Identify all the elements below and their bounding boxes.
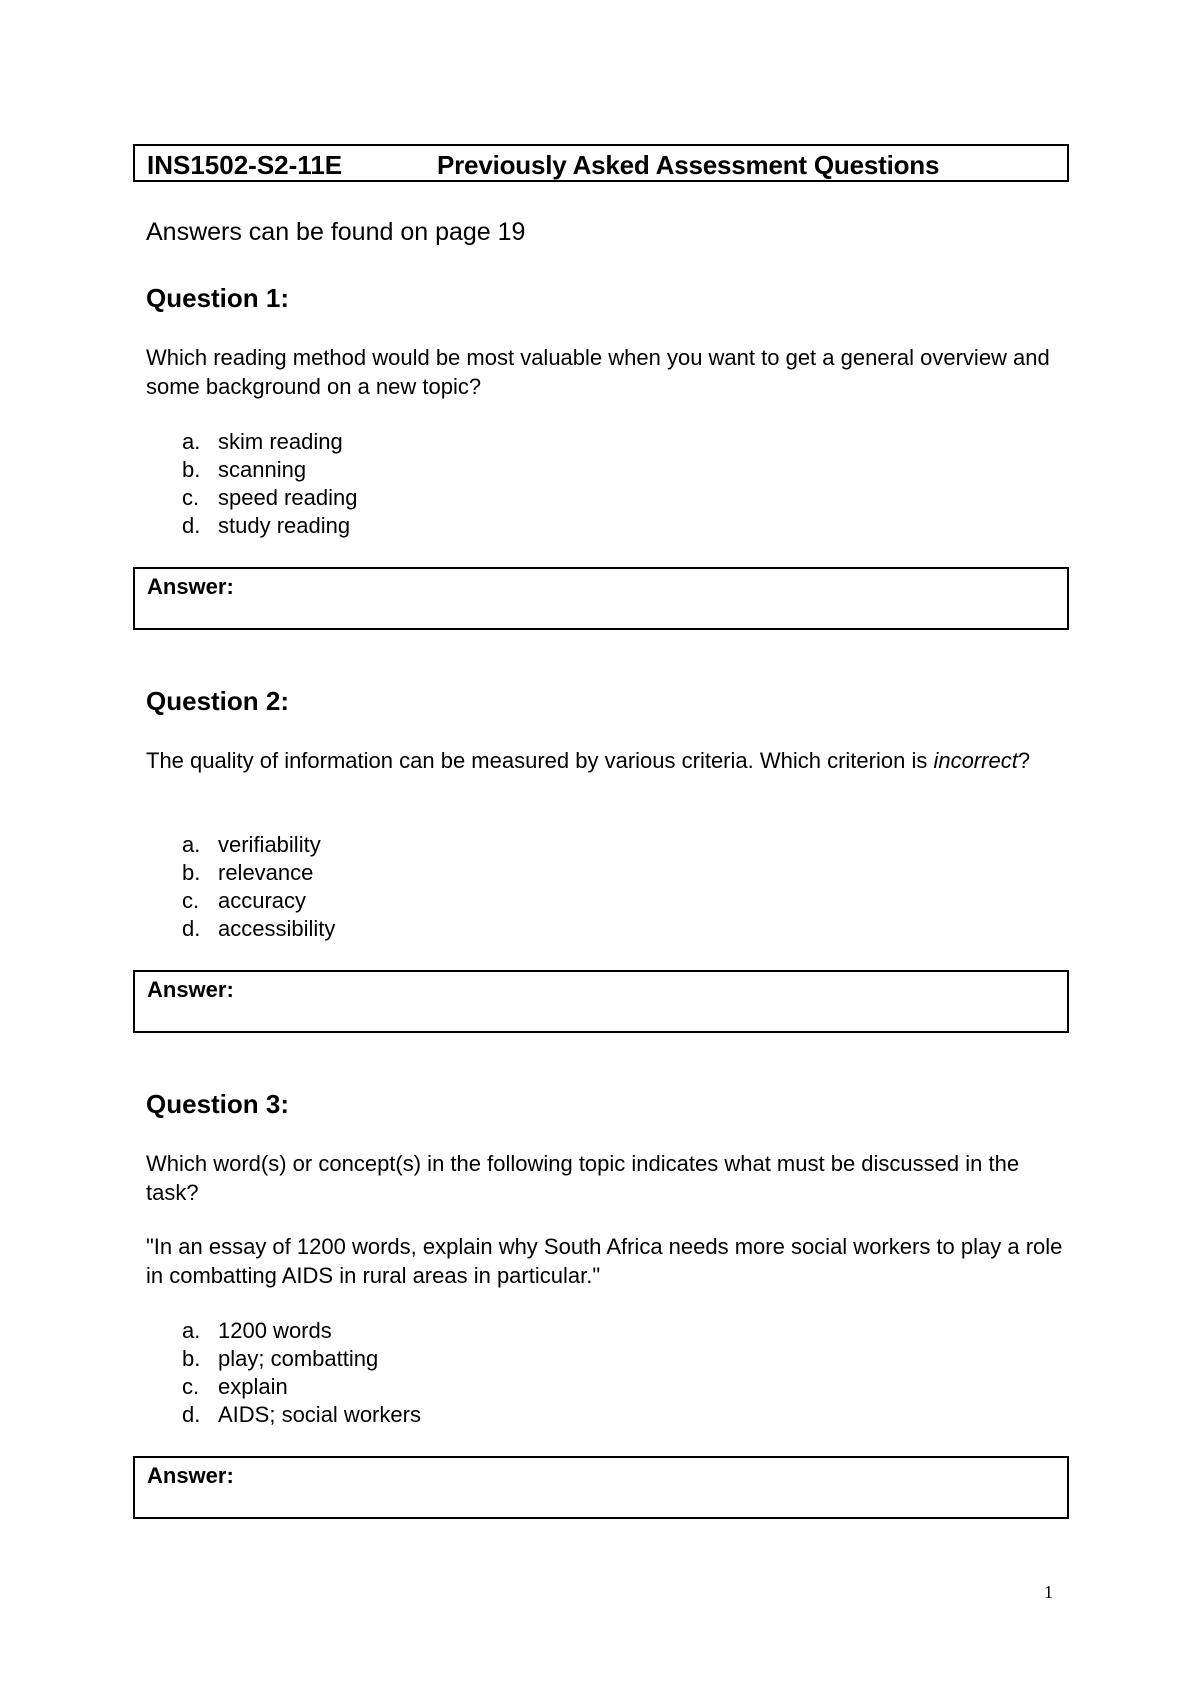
question-2-emphasis: incorrect xyxy=(933,748,1018,773)
option-b xyxy=(146,1345,421,1373)
option-c xyxy=(146,887,335,915)
option-a xyxy=(146,831,335,859)
option-letter: c. xyxy=(182,485,200,510)
option-letter: a. xyxy=(182,832,201,857)
question-2-heading: Question 2: xyxy=(146,686,290,716)
option-letter: d. xyxy=(182,916,201,941)
option-text: verifiability xyxy=(218,832,321,857)
option-text: speed reading xyxy=(218,485,358,510)
option-text: AIDS; social workers xyxy=(218,1402,421,1427)
option-d xyxy=(146,512,357,540)
option-text: 1200 words xyxy=(218,1318,332,1343)
option-letter: a. xyxy=(182,429,201,454)
question-1-answer-box[interactable] xyxy=(133,567,1069,630)
option-letter: d. xyxy=(182,1402,201,1427)
question-2-options xyxy=(146,831,335,943)
question-3-quote: "In an essay of 1200 words, explain why South Africa needs more social workers to play a role in combatting AIDS in rural areas in particular." xyxy=(146,1234,1063,1288)
question-2-text-end: ? xyxy=(1017,748,1031,773)
option-d xyxy=(146,1401,421,1429)
option-letter: b. xyxy=(182,860,201,885)
answers-note: Answers can be found on page 19 xyxy=(146,218,526,246)
option-letter: c. xyxy=(182,1374,200,1399)
answer-label: Answer: xyxy=(147,977,234,1002)
option-a xyxy=(146,1317,421,1345)
question-1-text: Which reading method would be most valuable when you want to get a general overview and some background on a new topic? xyxy=(146,345,1050,399)
option-text: skim reading xyxy=(218,429,343,454)
option-text: accessibility xyxy=(218,916,336,941)
question-1-heading: Question 1: xyxy=(146,283,290,313)
option-letter: b. xyxy=(182,1346,201,1371)
option-text: explain xyxy=(218,1374,288,1399)
question-3-text: Which word(s) or concept(s) in the following topic indicates what must be discussed in the task? xyxy=(146,1151,1020,1205)
question-3-heading: Question 3: xyxy=(146,1089,290,1119)
question-2-text xyxy=(146,746,1076,775)
option-c xyxy=(146,1373,421,1401)
option-b xyxy=(146,456,357,484)
page-number: 1 xyxy=(1044,1582,1053,1602)
option-text: relevance xyxy=(218,860,314,885)
question-2-text-start: The quality of information can be measured by various criteria. Which criterion is xyxy=(146,748,934,773)
document-header xyxy=(133,144,1069,182)
option-c xyxy=(146,484,357,512)
option-letter: d. xyxy=(182,513,201,538)
option-text: accuracy xyxy=(218,888,307,913)
question-3-options xyxy=(146,1317,421,1429)
option-text: study reading xyxy=(218,513,351,538)
option-letter: b. xyxy=(182,457,201,482)
question-3-answer-box[interactable] xyxy=(133,1456,1069,1519)
option-letter: a. xyxy=(182,1318,201,1343)
option-b xyxy=(146,859,335,887)
option-text: play; combatting xyxy=(218,1346,379,1371)
answer-label: Answer: xyxy=(147,1463,234,1488)
course-code: INS1502-S2-11E xyxy=(147,150,343,180)
option-a xyxy=(146,428,357,456)
option-d xyxy=(146,915,335,943)
answer-label: Answer: xyxy=(147,574,234,599)
question-2-answer-box[interactable] xyxy=(133,970,1069,1033)
document-title: Previously Asked Assessment Questions xyxy=(437,150,940,180)
option-letter: c. xyxy=(182,888,200,913)
option-text: scanning xyxy=(218,457,307,482)
question-1-options xyxy=(146,428,357,540)
